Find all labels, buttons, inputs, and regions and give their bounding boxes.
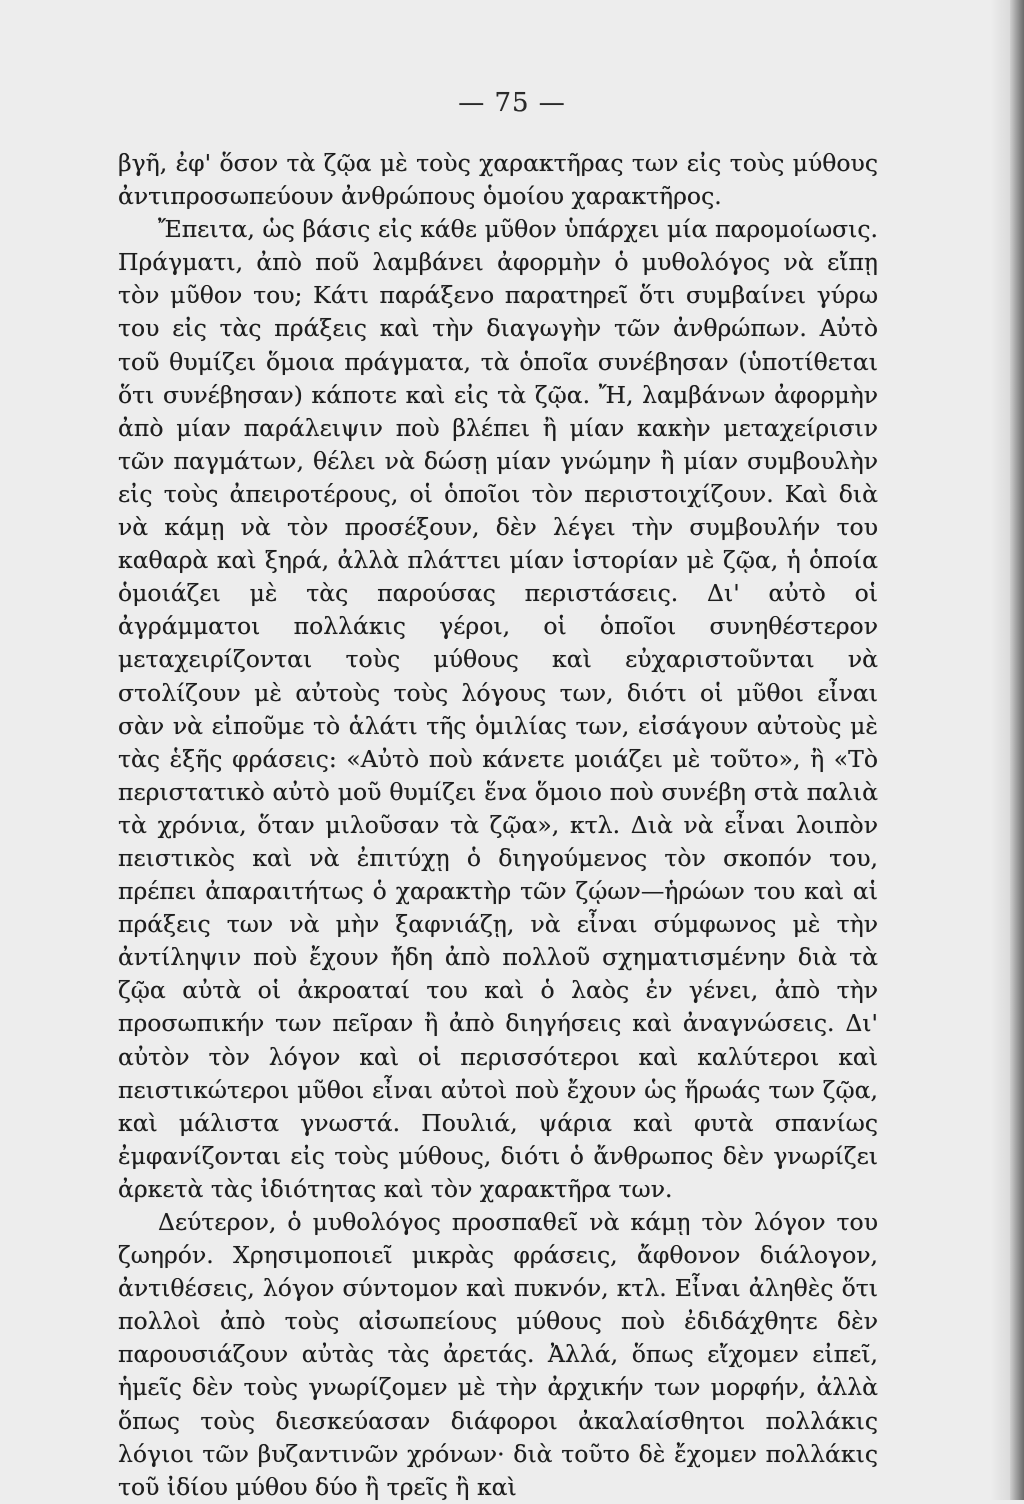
scan-edge bbox=[1010, 0, 1024, 1500]
paragraph-continuation: βγῆ, ἐφ' ὅσον τὰ ζῷα μὲ τοὺς χαρακτῆρας των εἰς τοὺς μύθους ἀντιπροσωπεύουν ἀνθρώπους ὁμοίου χαρακτῆρος. bbox=[118, 149, 878, 211]
page-gutter-shadow bbox=[990, 0, 1010, 1500]
page-number: — 75 — bbox=[458, 88, 566, 118]
paragraph-second-point: Δεύτερον, ὁ μυθολόγος προσπαθεῖ νὰ κάμῃ τὸν λόγον του ζωηρόν. Χρησιμοποιεῖ μικρὰς φράσεις, ἄφθονον διάλογον, ἀντιθέσεις, λόγον σύντομον καὶ πυκνόν, κτλ. Εἶναι ἀληθὲς ὅτι πολλοὶ ἀπὸ τοὺς αἰσωπείους μύθους ποὺ ἐδιδάχθητε δὲν παρουσιάζουν αὐτὰς τὰς ἀρετάς. Ἀλλά, ὅπως εἴχομεν εἰπεῖ, ἡμεῖς δὲν τοὺς γνωρίζομεν μὲ τὴν ἀρχικήν των μορφήν, ἀλλὰ ὅπως τοὺς διεσκεύασαν διάφοροι ἀκαλαίσθητοι πολλάκις λόγιοι τῶν βυζαντινῶν χρόνων· διὰ τοῦτο δὲ ἔχομεν πολλάκις τοῦ ἰδίου μύθου δύο ἢ τρεῖς ἢ καὶ bbox=[118, 1208, 878, 1501]
paragraph-comparison: Ἔπειτα, ὡς βάσις εἰς κάθε μῦθον ὑπάρχει μία παρομοίωσις. Πράγματι, ἀπὸ ποῦ λαμβάνει ἀφορμὴν ὁ μυθολόγος νὰ εἴπῃ τὸν μῦθον του; Κάτι παράξενο παρατηρεῖ ὅτι συμβαίνει γύρω του εἰς τὰς πράξεις καὶ τὴν διαγωγὴν τῶν ἀνθρώπων. Αὐτὸ τοῦ θυμίζει ὅμοια πράγματα, τὰ ὁποῖα συνέβησαν (ὑποτίθεται ὅτι συνέβησαν) κάποτε καὶ εἰς τὰ ζῷα. Ἤ, λαμβάνων ἀφορμὴν ἀπὸ μίαν παράλειψιν ποὺ βλέπει ἢ μίαν κακὴν μεταχείρισιν τῶν παγμάτων, θέλει νὰ δώσῃ μίαν γνώμην ἢ μίαν συμβουλὴν εἰς τοὺς ἀπειροτέρους, οἱ ὁποῖοι τὸν περιστοιχίζουν. Καὶ διὰ νὰ κάμῃ νὰ τὸν προσέξουν, δὲν λέγει τὴν συμβουλήν του καθαρὰ καὶ ξηρά, ἀλλὰ πλάττει μίαν ἱστορίαν μὲ ζῷα, ἡ ὁποία ὁμοιάζει μὲ τὰς παρούσας περιστάσεις. Δι' αὐτὸ οἱ ἀγράμματοι πολλάκις γέροι, οἱ ὁποῖοι συνηθέστερον μεταχειρίζονται τοὺς μύθους καὶ εὐχαριστοῦνται νὰ στολίζουν μὲ αὐτοὺς τοὺς λόγους των, διότι οἱ μῦθοι εἶναι σὰν νὰ εἰποῦμε τὸ ἁλάτι τῆς ὁμιλίας των, εἰσάγουν αὐτοὺς μὲ τὰς ἑξῆς φράσεις: «Αὐτὸ ποὺ κάνετε μοιάζει μὲ τοῦτο», ἢ «Τὸ περιστατικὸ αὐτὸ μοῦ θυμίζει ἕνα ὅμοιο ποὺ συνέβη στὰ παλιὰ τὰ χρόνια, ὅταν μιλοῦσαν τὰ ζῷα», κτλ. Διὰ νὰ εἶναι λοιπὸν πειστικὸς καὶ νὰ ἐπιτύχῃ ὁ διηγούμενος τὸν σκοπόν του, πρέπει ἀπαραιτήτως ὁ χαρακτὴρ τῶν ζῴων—ἡρώων του καὶ αἱ πράξεις των νὰ μὴν ξαφνιάζῃ, νὰ εἶναι σύμφωνος μὲ τὴν ἀντίληψιν ποὺ ἔχουν ἤδη ἀπὸ πολλοῦ σχηματισμένην διὰ τὰ ζῷα αὐτὰ οἱ ἀκροαταί του καὶ ὁ λαὸς ἐν γένει, ἀπὸ τὴν προσωπικήν των πεῖραν ἢ ἀπὸ διηγήσεις καὶ ἀναγνώσεις. Δι' αὐτὸν τὸν λόγον καὶ οἱ περισσότεροι καὶ καλύτεροι καὶ πειστικώτεροι μῦθοι εἶναι αὐτοὶ ποὺ ἔχουν ὡς ἥρωάς των ζῷα, καὶ μάλιστα γνωστά. Πουλιά, ψάρια καὶ φυτὰ σπανίως ἐμφανίζονται εἰς τοὺς μύθους, διότι ὁ ἄνθρωπος δὲν γνωρίζει ἀρκετὰ τὰς ἰδιότητας καὶ τὸν χαρακτῆρα των. bbox=[118, 215, 878, 1203]
body-text bbox=[118, 147, 878, 1504]
